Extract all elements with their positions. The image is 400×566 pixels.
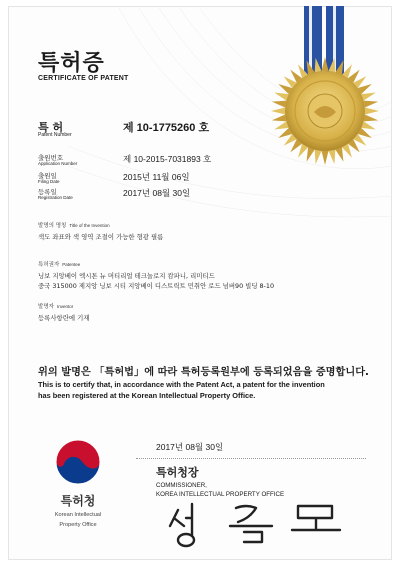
patentee-heading-ko: 특허권자 [38, 262, 60, 268]
seal-ray [322, 57, 329, 71]
seal-ray [315, 150, 322, 165]
registration-date-value: 2017년 08월 30일 [123, 188, 191, 198]
patent-number-label-en: Patent Number [38, 132, 72, 138]
filing-date-label-en: Filing Date [38, 179, 60, 184]
inventor-heading [38, 302, 73, 310]
seal-ray [307, 60, 315, 74]
inventor-heading-ko: 발명자 [38, 304, 54, 310]
certificate-page [8, 6, 392, 560]
seal-ray [274, 93, 288, 101]
commissioner-signature [148, 496, 368, 551]
commissioner-title-en-2: KOREA INTELLECTUAL PROPERTY OFFICE [156, 491, 285, 498]
seal-ray [364, 101, 379, 108]
seal-ray [328, 58, 335, 73]
seal-ray [274, 121, 288, 129]
filing-date-label: 출원일 [38, 172, 57, 180]
kipo-logo-name: 특허청 [60, 494, 96, 508]
invention-title-value: 색도 좌표와 색 영역 조절이 가능한 형광 필름 [38, 233, 164, 241]
seal-ray [335, 60, 343, 74]
seal-ray [272, 114, 287, 121]
kipo-logo-name-en-2: Property Office [59, 522, 97, 528]
seal-ray [315, 58, 322, 73]
seal-ray [272, 101, 287, 108]
patentee-heading-en: Patentee [62, 262, 81, 267]
inventor-heading-en: Inventor [56, 304, 74, 309]
seal-ray [335, 147, 343, 161]
certification-statement-ko: 위의 발명은 「특허법」에 따라 특허등록원부에 등록되었음을 증명합니다. [38, 367, 369, 378]
seal-ray [328, 150, 335, 165]
invention-title-heading-en: Title of the Invention [69, 223, 110, 228]
registration-date-label-en: Registration Date [38, 195, 73, 200]
patentee-heading [38, 260, 80, 268]
certificate-title-en: CERTIFICATE OF PATENT [38, 75, 129, 82]
application-number-label: 출원번호 [38, 154, 64, 162]
seal-ray [361, 93, 375, 101]
kipo-logo-name-en-1: Korean Intellectual [54, 512, 102, 518]
seal-ray [322, 151, 329, 165]
certification-statement-en-1: This is to certify that, in accordance with the Patent Act, a patent for the invention [38, 380, 325, 389]
certificate-title: 특허증 [38, 51, 105, 76]
patent-number-value: 제 10-1775260 호 [123, 122, 210, 134]
gold-seal-icon [270, 56, 380, 166]
patent-number-label: 특 허 [38, 121, 64, 134]
seal-ray [361, 121, 375, 129]
signature-divider [136, 458, 366, 459]
invention-title-heading [38, 221, 110, 229]
kipo-logo [38, 436, 118, 546]
issue-date: 2017년 08월 30일 [156, 442, 224, 452]
patentee-name: 닝보 지앙베이 엑시톤 뉴 머티리얼 테크놀로지 캄파니, 리미티드 [38, 272, 215, 280]
filing-date-value: 2015년 11월 06일 [123, 172, 190, 182]
registration-date-label: 등록일 [38, 188, 57, 196]
application-number-value: 제 10-2015-7031893 호 [123, 154, 212, 164]
application-number-label-en: Application Number [38, 161, 78, 166]
seal-ray [271, 108, 285, 115]
inventor-value: 등록사항란에 기재 [38, 314, 90, 322]
commissioner-title: 특허청장 [156, 466, 199, 479]
commissioner-title-en-1: COMMISSIONER, [156, 482, 207, 489]
invention-title-heading-ko: 발명의 명칭 [38, 223, 67, 229]
certification-statement-en-2: has been registered at the Korean Intellectual Property Office. [38, 391, 256, 400]
kipo-emblem-icon [52, 436, 104, 488]
patentee-address: 중국 315000 제지앙 닝보 시티 지앙베이 디스트릭트 민취안 로드 넘버90 빌딩 8-10 [38, 282, 275, 290]
seal-ray [364, 114, 379, 121]
seal-ray [365, 108, 379, 115]
seal-ray [307, 147, 315, 161]
